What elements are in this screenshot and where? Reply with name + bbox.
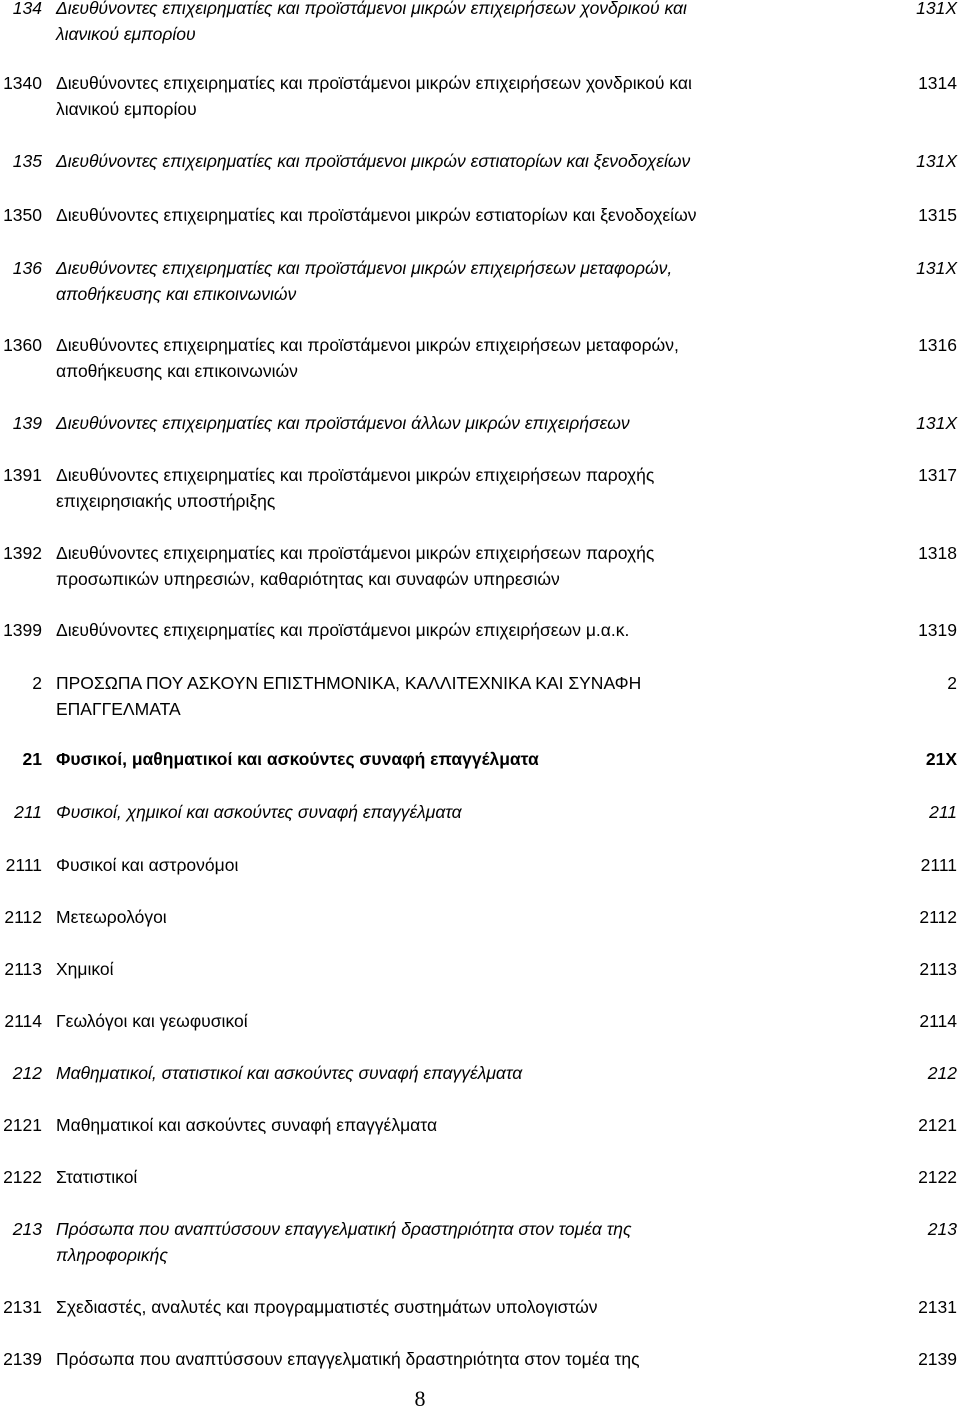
reference-code: 2139 (918, 1349, 957, 1369)
occupation-code: 2122 (3, 1167, 42, 1187)
occupation-code: 2121 (3, 1115, 42, 1135)
reference-code: 2122 (918, 1167, 957, 1187)
occupation-code: 21 (22, 749, 42, 769)
occupation-title: Στατιστικοί (56, 1167, 138, 1187)
occupation-code: 2139 (3, 1349, 42, 1369)
occupation-title: Διευθύνοντες επιχειρηματίες και προϊστάμενοι μικρών επιχειρήσεων μεταφορών, αποθήκευσης και επικοινωνιών (56, 258, 673, 304)
occupation-code: 2113 (4, 959, 42, 979)
occupation-code: 1340 (3, 73, 42, 93)
page-number: 8 (414, 1386, 426, 1411)
occupation-title: Διευθύνοντες επιχειρηματίες και προϊστάμενοι μικρών επιχειρήσεων παροχής επιχειρησιακής υποστήριξης (56, 465, 655, 511)
reference-code: 211 (929, 802, 957, 822)
occupation-code: 139 (12, 413, 42, 433)
occupation-code: 213 (12, 1219, 42, 1239)
occupation-title: Φυσικοί, χημικοί και ασκούντες συναφή επαγγέλματα (56, 802, 462, 822)
occupation-code: 1350 (3, 205, 42, 225)
occupation-code: 2 (32, 673, 42, 693)
reference-code: 1316 (918, 335, 957, 355)
occupation-code: 212 (12, 1063, 42, 1083)
occupation-title: Φυσικοί, μαθηματικοί και ασκούντες συναφή επαγγέλματα (56, 749, 539, 769)
reference-code: 131X (916, 413, 957, 433)
occupation-code: 1399 (3, 620, 42, 640)
occupation-code: 2111 (5, 855, 42, 875)
reference-code: 1315 (918, 205, 957, 225)
occupation-title: Διευθύνοντες επιχειρηματίες και προϊστάμενοι μικρών επιχειρήσεων παροχής προσωπικών υπηρεσιών, καθαριότητας και συναφών υπηρεσιών (56, 543, 655, 589)
reference-code: 2113 (919, 959, 957, 979)
occupation-code: 1392 (3, 543, 42, 563)
reference-code: 1317 (918, 465, 957, 485)
occupation-code: 211 (14, 802, 42, 822)
occupation-title: Διευθύνοντες επιχειρηματίες και προϊστάμενοι άλλων μικρών επιχειρήσεων (56, 413, 630, 433)
occupation-title: Σχεδιαστές, αναλυτές και προγραμματιστές συστημάτων υπολογιστών (56, 1297, 598, 1317)
reference-code: 131X (916, 151, 957, 171)
occupation-code: 1360 (3, 335, 42, 355)
reference-code: 2114 (919, 1011, 957, 1031)
occupation-code: 2131 (3, 1297, 42, 1317)
reference-code: 1318 (918, 543, 957, 563)
reference-code: 213 (927, 1219, 957, 1239)
reference-code: 21X (925, 749, 957, 769)
reference-code: 2112 (919, 907, 957, 927)
occupation-title: Διευθύνοντες επιχειρηματίες και προϊστάμενοι μικρών επιχειρήσεων μεταφορών, αποθήκευσης και επικοινωνιών (56, 335, 679, 381)
occupation-title: Μαθηματικοί, στατιστικοί και ασκούντες συναφή επαγγέλματα (56, 1063, 523, 1083)
occupation-code: 134 (12, 0, 42, 18)
reference-code: 2131 (918, 1297, 957, 1317)
reference-code: 131X (916, 258, 957, 278)
reference-code: 212 (927, 1063, 957, 1083)
occupation-title: Μετεωρολόγοι (56, 907, 167, 927)
occupation-title: Διευθύνοντες επιχειρηματίες και προϊστάμενοι μικρών επιχειρήσεων μ.α.κ. (56, 620, 630, 640)
occupation-title: Φυσικοί και αστρονόμοι (56, 855, 239, 875)
occupation-code: 2114 (4, 1011, 42, 1031)
occupation-title: Πρόσωπα που αναπτύσσουν επαγγελματική δραστηριότητα στον τομέα της (56, 1349, 640, 1369)
occupation-title: Πρόσωπα που αναπτύσσουν επαγγελματική δραστηριότητα στον τομέα της πληροφορικής (56, 1219, 632, 1265)
occupation-title: Γεωλόγοι και γεωφυσικοί (56, 1011, 248, 1031)
occupation-code: 1391 (3, 465, 42, 485)
reference-code: 1314 (918, 73, 957, 93)
occupation-title: Διευθύνοντες επιχειρηματίες και προϊστάμενοι μικρών εστιατορίων και ξενοδοχείων (56, 151, 691, 171)
occupation-code: 135 (12, 151, 42, 171)
occupation-title: Διευθύνοντες επιχειρηματίες και προϊστάμενοι μικρών επιχειρήσεων χονδρικού και λιανικού εμπορίου (56, 73, 692, 119)
occupation-code: 136 (12, 258, 42, 278)
reference-code: 131X (916, 0, 957, 18)
occupation-title: Χημικοί (56, 959, 114, 979)
reference-code: 1319 (918, 620, 957, 640)
occupation-title: ΠΡΟΣΩΠΑ ΠΟΥ ΑΣΚΟΥΝ ΕΠΙΣΤΗΜΟΝΙΚΑ, ΚΑΛΛΙΤΕΧΝΙΚΑ ΚΑΙ ΣΥΝΑΦΗ ΕΠΑΓΓΕΛΜΑΤΑ (56, 673, 642, 719)
occupation-title: Διευθύνοντες επιχειρηματίες και προϊστάμενοι μικρών επιχειρήσεων χονδρικού και λιανικού εμπορίου (56, 0, 687, 44)
occupation-title: Μαθηματικοί και ασκούντες συναφή επαγγέλματα (56, 1115, 438, 1135)
occupation-code: 2112 (4, 907, 42, 927)
reference-code: 2 (947, 673, 957, 693)
occupation-title: Διευθύνοντες επιχειρηματίες και προϊστάμενοι μικρών εστιατορίων και ξενοδοχείων (56, 205, 697, 225)
reference-code: 2121 (918, 1115, 957, 1135)
reference-code: 2111 (920, 855, 957, 875)
